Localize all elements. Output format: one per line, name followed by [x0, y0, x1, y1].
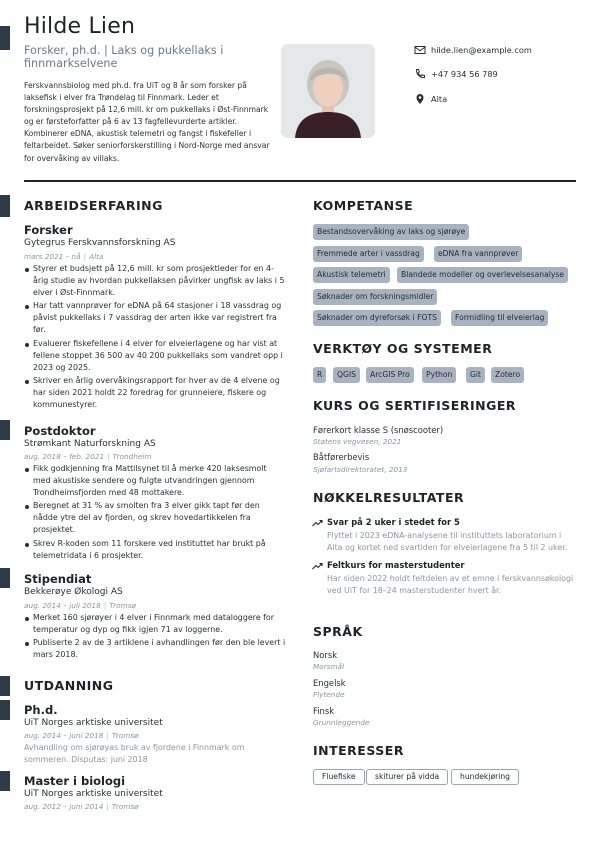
skill-tag: Blandede modeller og overlevelsesanalyse — [397, 267, 568, 283]
course-issuer: Sjøfartsdirektoratet, 2013 — [313, 465, 408, 474]
job-meta: aug. 2018 – feb. 2021 | Trondheim — [24, 452, 152, 461]
job-place: Alta — [89, 252, 104, 261]
job-company: Strømkant Naturforskning AS — [24, 439, 156, 449]
section-title-experience: ARBEIDSERFARING — [24, 198, 163, 213]
headline: Forsker, ph.d. | Laks og pukkellaks i finnmarkselvene — [24, 44, 224, 70]
bullet: Skrev R-koden som 11 forskere ved instituttet har brukt på telemetridata i 6 prosjekter. — [24, 538, 286, 562]
section-title-results: NØKKELRESULTATER — [313, 490, 465, 505]
person-name: Hilde Lien — [24, 14, 136, 39]
trend-up-icon — [312, 562, 323, 570]
location-pin-icon — [414, 93, 426, 105]
location-text: Alta — [431, 94, 448, 104]
contact-location — [414, 93, 447, 105]
tool-tag: Python — [422, 367, 456, 383]
profile-photo — [281, 44, 375, 138]
accent-bar — [0, 195, 10, 217]
bullet: Skriver en årlig overvåkingsrapport for hver av de 4 elvene og har siden 2021 holdt 22 foredrag for grunneiere, fiskere og kommunestyrer. — [24, 375, 286, 411]
education-dates: aug. 2012 – juni 2014 — [24, 802, 104, 811]
job-meta: mars 2021 – nå | Alta — [24, 252, 104, 261]
job-role: Stipendiat — [24, 572, 92, 586]
result-description: Flyttet i 2023 eDNA-analysene til instituttets laboratorium i Alta og kortet ned svartiden for elveierlagene fra 5 til 2 uker. — [327, 531, 568, 552]
school-name: UiT Norges arktiske universitet — [24, 789, 163, 799]
profile-summary: Ferskvannsbiolog med ph.d. fra UiT og 8 år som forsker på laksefisk i elver fra Trøndelag til Finnmark. Leder et forskningsprosjekt på 12,6 mill. kr om pukkellaks i Øst-Finnmark og er førsteforfatter på 6 av 13 fagfellevurderte artikler. Kombinerer eDNA, akustisk telemetri og fangst i fiskefeller i feltarbeidet. Søker seniorforskerstilling i Nord-Norge med ansvar for overvåking av villaks. — [24, 81, 270, 163]
job-meta: aug. 2014 – juli 2018 | Tromsø — [24, 601, 137, 610]
interest-tag: skiturer på vidda — [366, 769, 448, 785]
job-dates: mars 2021 – nå — [24, 252, 81, 261]
course-name: Førerkort klasse S (snøscooter) — [313, 425, 444, 435]
contact-phone[interactable] — [414, 68, 498, 80]
language-level: Morsmål — [313, 662, 345, 671]
job-bullets — [24, 463, 286, 563]
skill-tag: Søknader om dyreforsøk i FOTS — [313, 310, 441, 326]
language-level: Grunnleggende — [313, 718, 370, 727]
skill-tag: Akustisk telemetri — [313, 267, 390, 283]
accent-bar — [0, 676, 10, 696]
job-place: Tromsø — [109, 601, 137, 610]
email-text: hilde.lien@example.com — [431, 45, 532, 55]
skill-tag: eDNA fra vannprøver — [434, 246, 522, 262]
language-name: Engelsk — [313, 678, 346, 688]
job-bullets — [24, 612, 286, 662]
contact-email[interactable] — [414, 44, 532, 56]
bullet: Publiserte 2 av de 3 artiklene i avhandlingen før den ble levert i mars 2018. — [24, 637, 286, 661]
skill-tag: Formidling til elveierlag — [451, 310, 548, 326]
education-place: Tromsø — [111, 802, 139, 811]
skill-tag: Søknader om forskningsmidler — [313, 289, 437, 305]
accent-bar — [0, 420, 10, 440]
course-name: Båtførerbevis — [313, 452, 370, 462]
bullet: Beregnet at 31 % av smolten fra 3 elver gikk tapt før den nådde ytre del av fjorden, og skrev hovedartikkelen fra prosjektet. — [24, 500, 286, 536]
section-title-skills: KOMPETANSE — [313, 198, 414, 213]
education-description: Avhandling om sjørøyas bruk av fjordene i Finnmark om sommeren. Disputas: juni 2018 — [24, 743, 245, 764]
phone-text: +47 934 56 789 — [431, 69, 498, 79]
job-place: Trondheim — [112, 452, 152, 461]
job-bullets — [24, 263, 286, 412]
trend-up-icon — [312, 519, 323, 527]
section-title-tools: VERKTØY OG SYSTEMER — [313, 341, 493, 356]
section-title-education: UTDANNING — [24, 678, 114, 693]
job-company: Gytegrus Ferskvannsforskning AS — [24, 238, 176, 248]
tool-tag: R — [313, 367, 326, 383]
bullet: Merket 160 sjørøyer i 4 elver i Finnmark med dataloggere for temperatur og dyp og fikk igjen 71 av loggerne. — [24, 612, 286, 636]
degree-title: Ph.d. — [24, 703, 58, 717]
course-issuer: Statens vegvesen, 2021 — [313, 437, 402, 446]
tool-tag: Git — [466, 367, 485, 383]
education-dates: aug. 2014 – juni 2018 — [24, 731, 104, 740]
language-level: Flytende — [313, 690, 345, 699]
education-place: Tromsø — [111, 731, 139, 740]
accent-bar — [0, 26, 10, 50]
bullet: Fikk godkjenning fra Mattilsynet til å merke 420 laksesmolt med akustiske sendere og fulgte utvandringen gjennom Trondheimsfjorden med 48 mottakere. — [24, 463, 286, 499]
accent-bar — [0, 771, 10, 791]
job-role: Forsker — [24, 223, 73, 237]
skill-tag: Fremmede arter i vassdrag — [313, 246, 424, 262]
job-role: Postdoktor — [24, 424, 96, 438]
job-dates: aug. 2018 – feb. 2021 — [24, 452, 105, 461]
section-title-languages: SPRÅK — [313, 624, 363, 639]
result-title: Feltkurs for masterstudenter — [327, 560, 465, 570]
tool-tag: ArcGIS Pro — [366, 367, 414, 383]
accent-bar — [0, 700, 10, 720]
result-title: Svar på 2 uker i stedet for 5 — [327, 517, 460, 527]
skill-tag: Bestandsovervåking av laks og sjørøye — [313, 224, 469, 240]
education-meta: aug. 2014 – juni 2018 | Tromsø — [24, 731, 139, 740]
phone-icon — [414, 68, 426, 80]
section-title-courses: KURS OG SERTIFISERINGER — [313, 398, 517, 413]
interest-tag: hundekjøring — [451, 769, 519, 785]
interest-tag: Fluefiske — [313, 769, 365, 785]
language-name: Finsk — [313, 706, 335, 716]
job-company: Bekkerøye Økologi AS — [24, 587, 123, 597]
tool-tag: QGIS — [333, 367, 360, 383]
degree-title: Master i biologi — [24, 774, 126, 788]
school-name: UiT Norges arktiske universitet — [24, 718, 163, 728]
job-dates: aug. 2014 – juli 2018 — [24, 601, 101, 610]
bullet: Evaluerer fiskefellene i 4 elver for elveierlagene og har vist at fellene stoppet 36 500 av 40 200 pukkellaks som vandret opp i 2023 og 2025. — [24, 338, 286, 374]
section-title-interests: INTERESSER — [313, 743, 404, 758]
education-meta: aug. 2012 – juni 2014 | Tromsø — [24, 802, 139, 811]
language-name: Norsk — [313, 650, 338, 660]
accent-bar — [0, 568, 10, 588]
bullet: Styrer et budsjett på 12,6 mill. kr som prosjektleder for en 4-årig studie av hvordan pukkellaksen påvirker ungfisk av laks i 5 elver i Øst-Finnmark. — [24, 263, 286, 299]
mail-icon — [414, 44, 426, 56]
header-divider — [24, 180, 576, 182]
bullet: Har tatt vannprøver for eDNA på 64 stasjoner i 18 vassdrag og påvist pukkellaks i 7 vassdrag der arten ikke var registrert fra før. — [24, 300, 286, 336]
result-description: Har siden 2022 holdt feltdelen av et emne i ferskvannsøkologi ved UiT for 18–24 masterstudenter hvert år. — [327, 574, 574, 595]
tool-tag: Zotero — [491, 367, 524, 383]
